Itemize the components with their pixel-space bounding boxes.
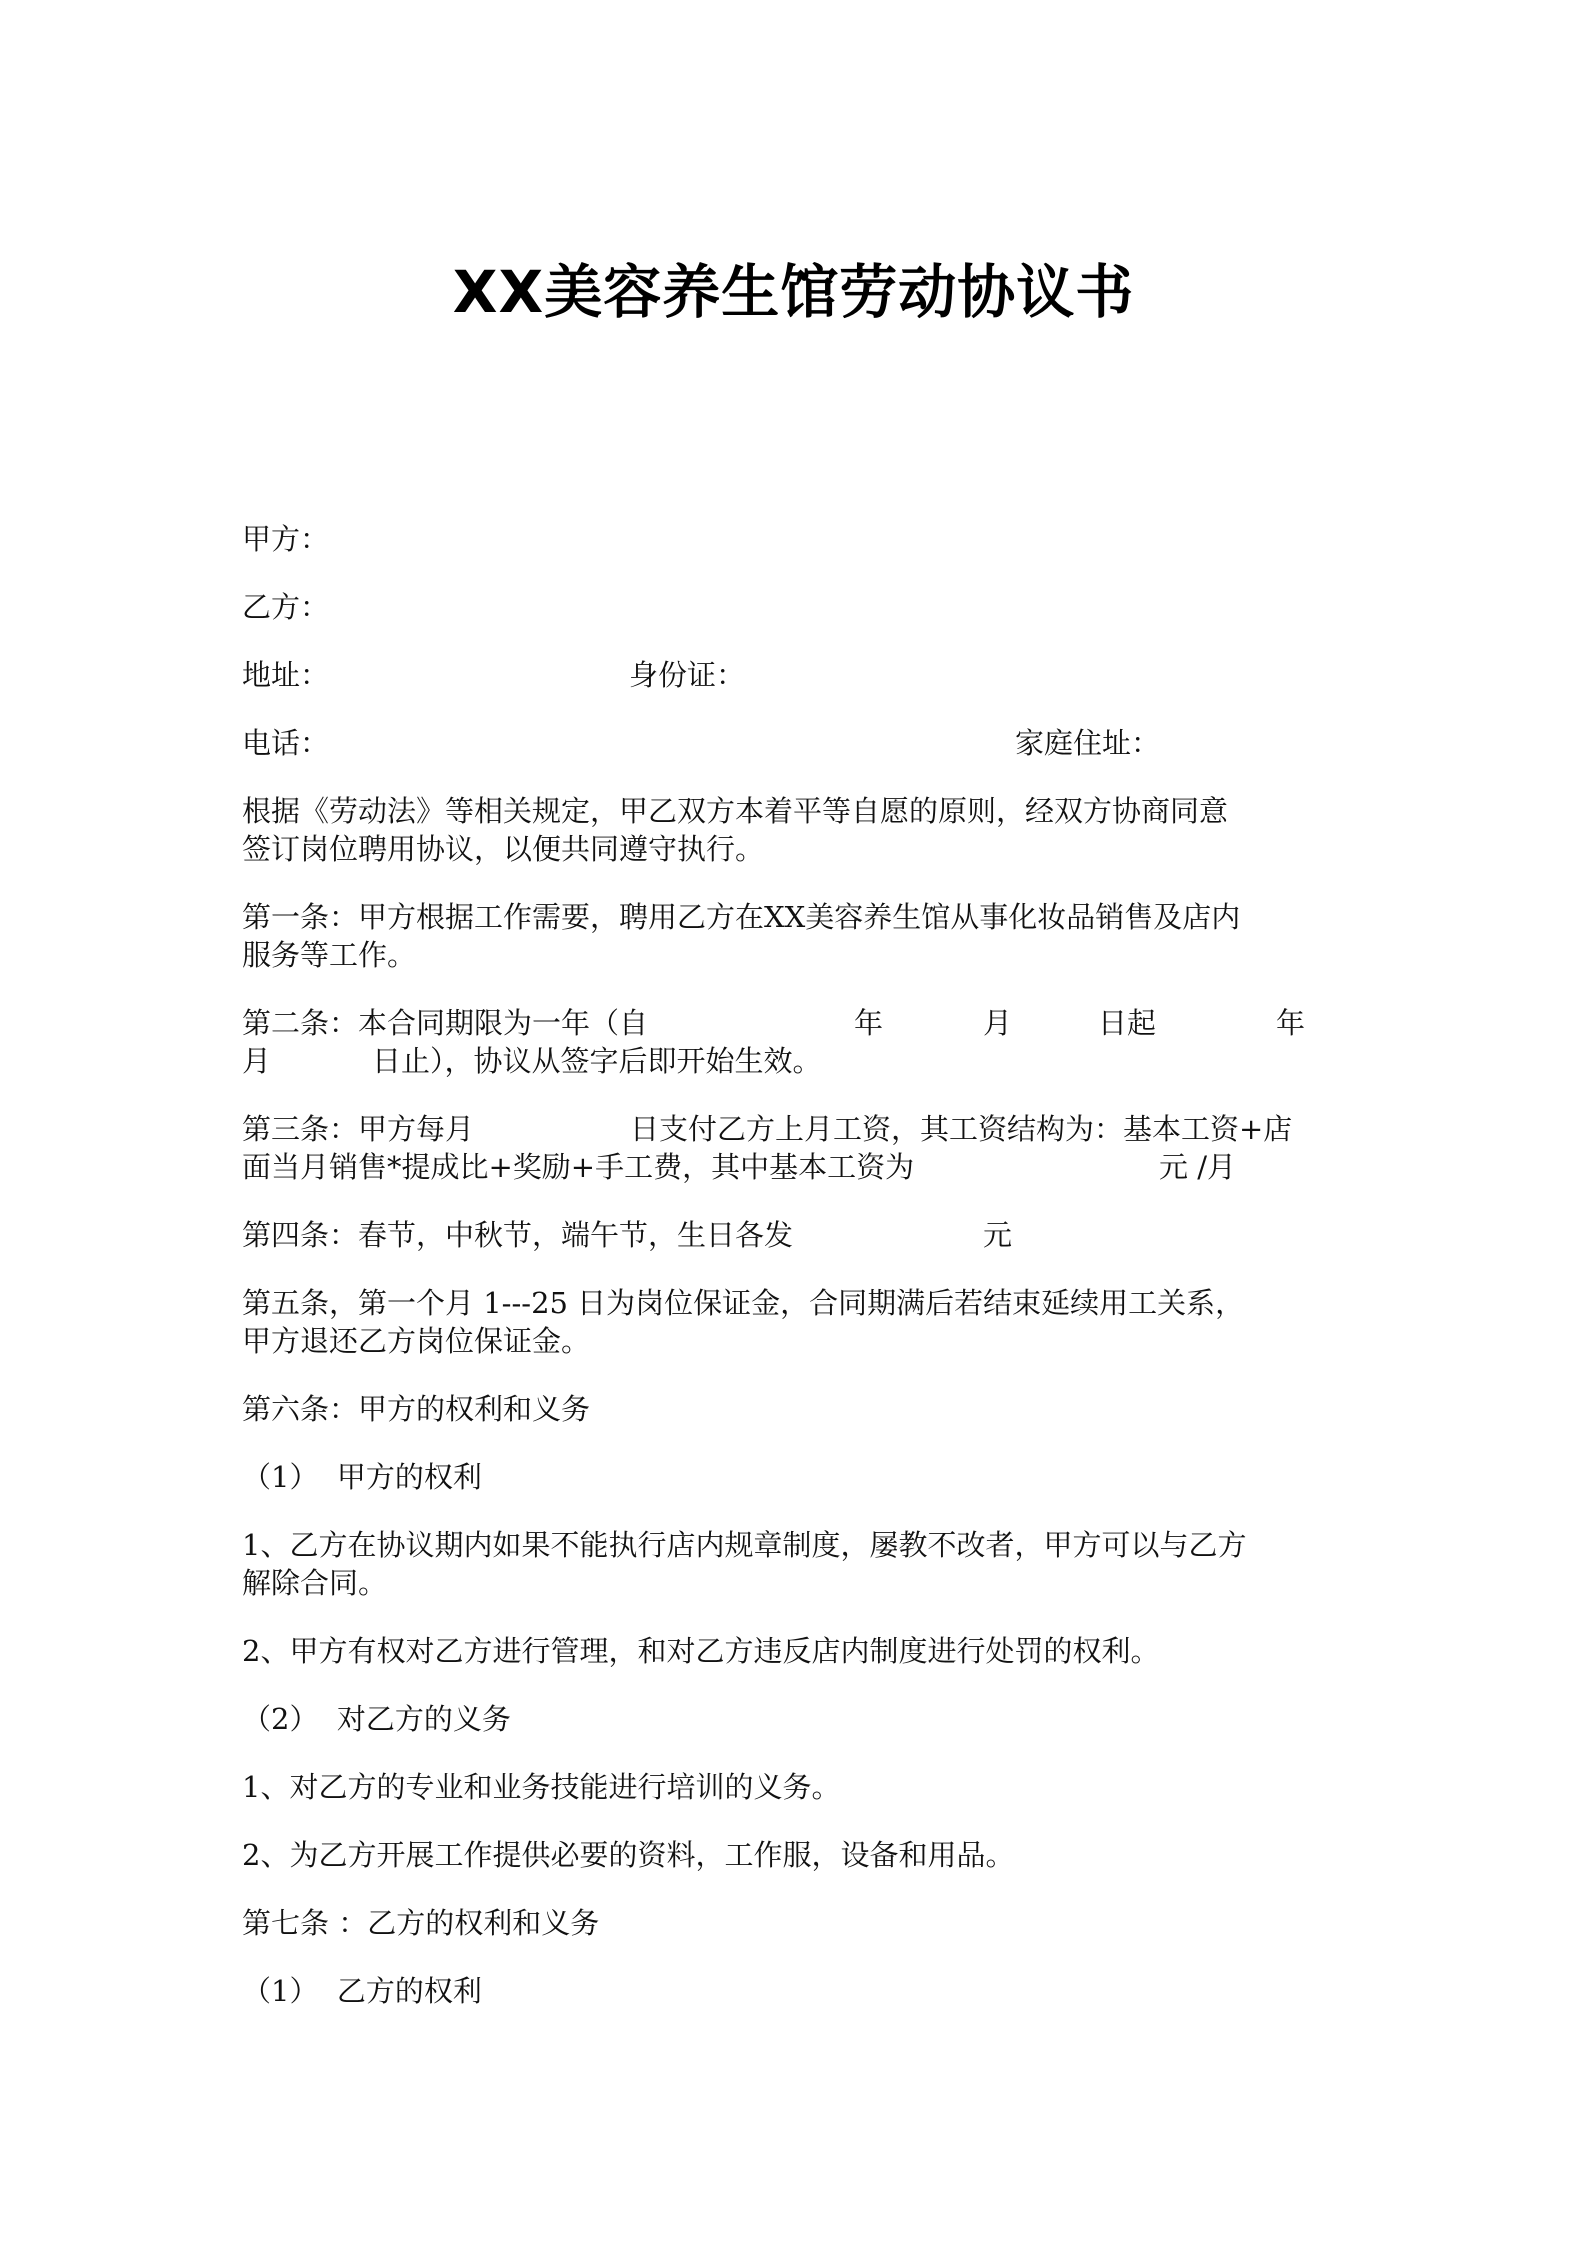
article-1-line-1 bbox=[242, 898, 1352, 936]
article-6-item-3-line bbox=[242, 1768, 1352, 1806]
article-7-heading-line bbox=[242, 1904, 1352, 1942]
intro-line-1 bbox=[242, 792, 1352, 830]
article-3-line-1 bbox=[242, 1110, 1352, 1148]
article-7-heading: 第七条 ：乙方的权利和义务 bbox=[242, 1906, 600, 1940]
article-6-item-1-text-2: 解除合同。 bbox=[242, 1566, 388, 1600]
article-6-sub-1-line bbox=[242, 1458, 1352, 1496]
article-3-text-structure: 面当月销售*提成比+奖励+手工费，其中基本工资为 bbox=[242, 1150, 915, 1184]
article-7-sub-1: （1） 乙方的权利 bbox=[242, 1974, 482, 2008]
article-6-item-2-text: 2、甲方有权对乙方进行管理，和对乙方违反店内制度进行处罚的权利。 bbox=[242, 1634, 1160, 1668]
party-b-line bbox=[242, 588, 1352, 626]
intro-text-2: 签订岗位聘用协议，以便共同遵守执行。 bbox=[242, 832, 765, 866]
article-6-item-3-text: 1、对乙方的专业和业务技能进行培训的义务。 bbox=[242, 1770, 841, 1804]
article-4-line bbox=[242, 1216, 1352, 1254]
article-3-text-start: 第三条：甲方每月 bbox=[242, 1112, 475, 1146]
article-1-text-1: 第一条：甲方根据工作需要，聘用乙方在XX美容养生馆从事化妆品销售及店内 bbox=[242, 900, 1241, 934]
document-body bbox=[242, 520, 1352, 2010]
address-label: 地址： bbox=[242, 658, 330, 692]
article-6-heading: 第六条：甲方的权利和义务 bbox=[242, 1392, 591, 1426]
article-1-text-2: 服务等工作。 bbox=[242, 938, 417, 972]
article-2-line-1 bbox=[242, 1004, 1352, 1042]
article-6-item-4-text: 2、为乙方开展工作提供必要的资料，工作服，设备和用品。 bbox=[242, 1838, 1015, 1872]
article-3-unit: 元 /月 bbox=[1159, 1150, 1236, 1184]
article-2-month-label: 月 bbox=[983, 1006, 1013, 1040]
article-6-item-4-line bbox=[242, 1836, 1352, 1874]
article-2-line-2 bbox=[242, 1042, 1352, 1080]
article-1-line-2 bbox=[242, 936, 1352, 974]
article-4-unit: 元 bbox=[983, 1218, 1013, 1252]
article-2-year-label: 年 bbox=[854, 1006, 884, 1040]
party-a-label: 甲方： bbox=[242, 522, 330, 556]
party-a-line bbox=[242, 520, 1352, 558]
phone-label: 电话： bbox=[242, 726, 330, 760]
article-6-item-1-line-1 bbox=[242, 1526, 1352, 1564]
intro-text-1: 根据《劳动法》等相关规定，甲乙双方本着平等自愿的原则，经双方协商同意 bbox=[242, 794, 1229, 828]
article-3-text-pay: 日支付乙方上月工资，其工资结构为：基本工资+店 bbox=[630, 1112, 1293, 1146]
party-b-label: 乙方： bbox=[242, 590, 330, 624]
article-2-text-start: 第二条：本合同期限为一年（自 bbox=[242, 1006, 649, 1040]
article-5-text-1: 第五条，第一个月 1---25 日为岗位保证金，合同期满后若结束延续用工关系， bbox=[242, 1286, 1245, 1320]
article-3-line-2 bbox=[242, 1148, 1352, 1186]
document-title: XX美容养生馆劳动协议书 bbox=[452, 258, 1135, 326]
phone-line bbox=[242, 724, 1352, 762]
article-5-line-2 bbox=[242, 1322, 1352, 1360]
article-6-item-1-text-1: 1、乙方在协议期内如果不能执行店内规章制度，屡教不改者，甲方可以与乙方 bbox=[242, 1528, 1247, 1562]
article-5-line-1 bbox=[242, 1284, 1352, 1322]
home-address-label: 家庭住址： bbox=[1015, 726, 1161, 760]
address-line bbox=[242, 656, 1352, 694]
article-4-text: 第四条：春节，中秋节，端午节，生日各发 bbox=[242, 1218, 794, 1252]
article-6-heading-line bbox=[242, 1390, 1352, 1428]
article-2-text-end: 日止），协议从签字后即开始生效。 bbox=[372, 1044, 822, 1078]
article-2-year2-label: 年 bbox=[1276, 1006, 1306, 1040]
article-6-sub-2-line bbox=[242, 1700, 1352, 1738]
article-7-sub-1-line bbox=[242, 1972, 1352, 2010]
article-2-month2-label: 月 bbox=[242, 1044, 272, 1078]
article-6-sub-2: （2） 对乙方的义务 bbox=[242, 1702, 511, 1736]
article-5-text-2: 甲方退还乙方岗位保证金。 bbox=[242, 1324, 591, 1358]
article-2-day-start-label: 日起 bbox=[1098, 1006, 1157, 1040]
id-card-label: 身份证： bbox=[629, 658, 746, 692]
article-6-sub-1: （1） 甲方的权利 bbox=[242, 1460, 482, 1494]
article-6-item-1-line-2 bbox=[242, 1564, 1352, 1602]
article-6-item-2-line bbox=[242, 1632, 1352, 1670]
intro-line-2 bbox=[242, 830, 1352, 868]
